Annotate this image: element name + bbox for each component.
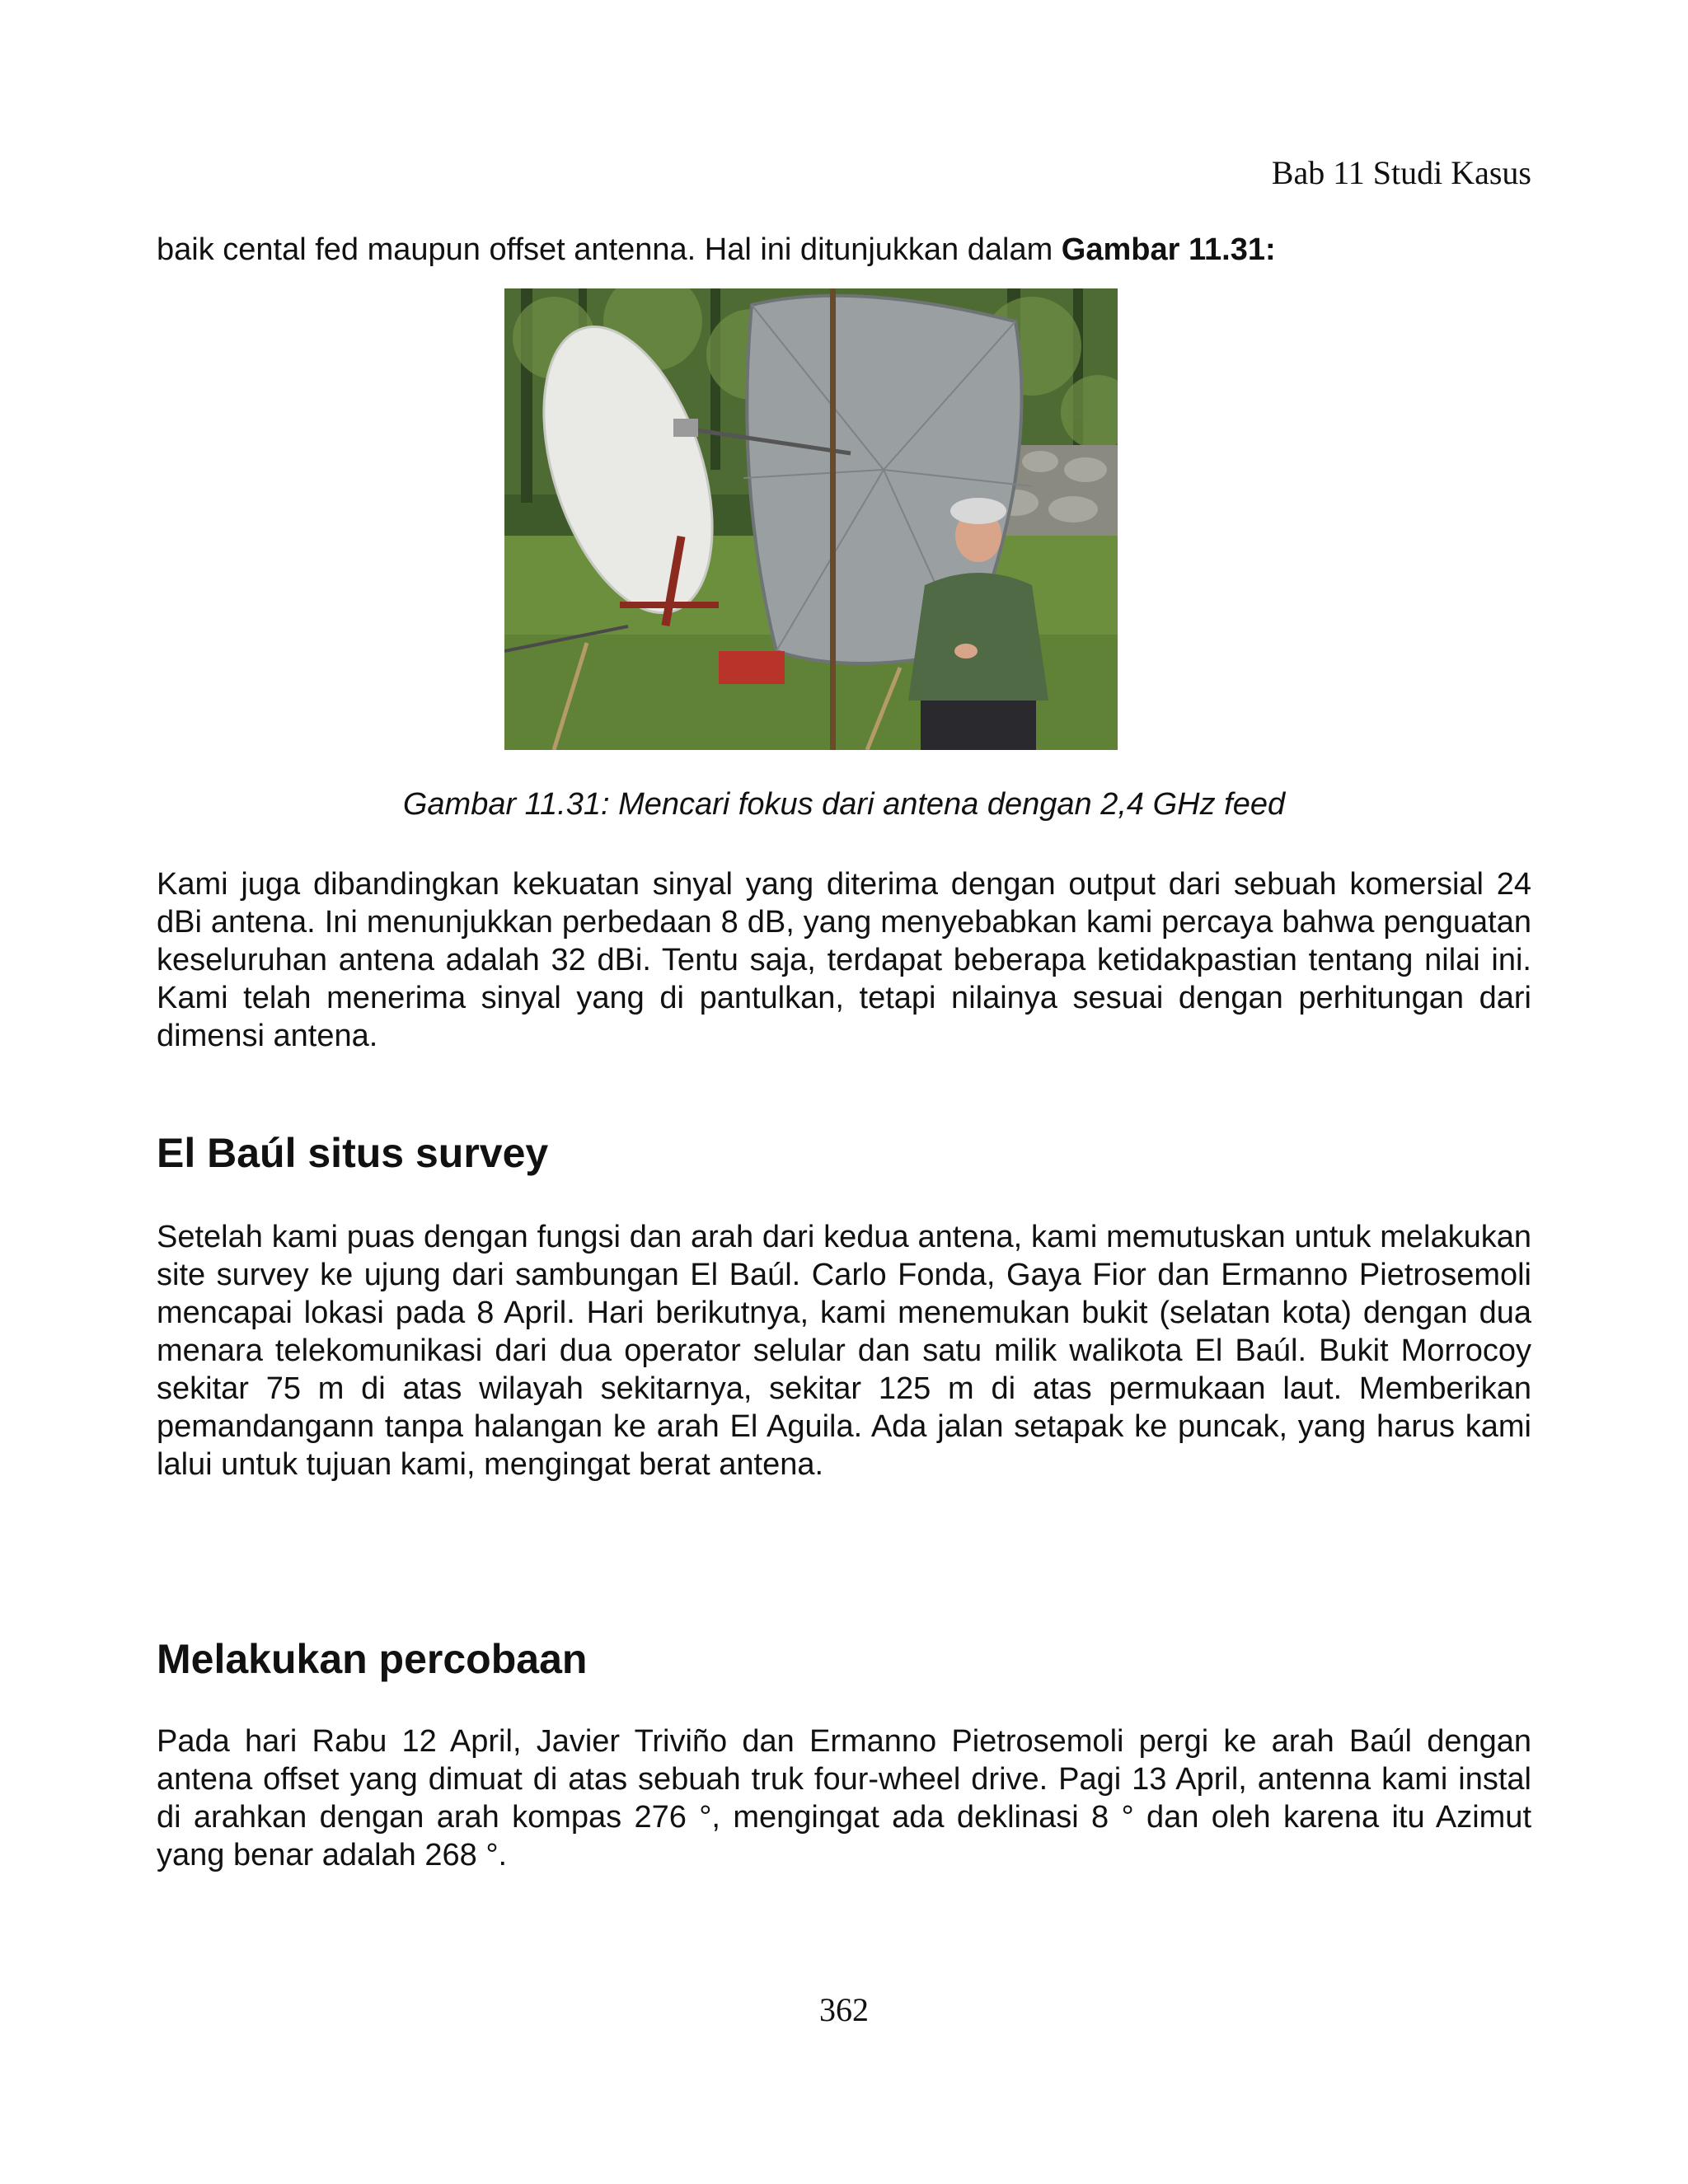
paragraph-signal-comparison: Kami juga dibandingkan kekuatan sinyal yang diterima dengan output dari sebuah komersial 24 dBi antena. Ini menunjukkan perbedaan 8 dB, yang menyebabkan kami percaya bahwa penguatan keseluruhan antena adalah 32 dBi. Tentu saja, terdapat beberapa ketidakpastian tentang nilai ini. Kami telah menerima sinyal yang di pantulkan, tetapi nilainya sesuai dengan perhitungan dari dimensi antena.	[157, 867, 1531, 1053]
intro-text: baik cental fed maupun offset antenna. Hal ini ditunjukkan dalam	[157, 232, 1062, 267]
figure-photo-antennas	[504, 288, 1118, 750]
figure-caption: Gambar 11.31: Mencari fokus dari antena dengan 2,4 GHz feed	[402, 787, 1286, 822]
paragraph-experiment: Pada hari Rabu 12 April, Javier Triviño dan Ermanno Pietrosemoli pergi ke arah Baúl dengan antena offset yang dimuat di atas sebuah truk four-wheel drive. Pagi 13 April, antenna kami instal di arahkan dengan arah kompas 276 °, mengingat ada deklinasi 8 ° dan oleh karena itu Azimut yang benar adalah 268 °.	[157, 1724, 1531, 1872]
intro-paragraph	[157, 231, 1531, 269]
heading-experiment: Melakukan percobaan	[157, 1636, 588, 1682]
paragraph-site-survey: Setelah kami puas dengan fungsi dan arah dari kedua antena, kami memutuskan untuk melakukan site survey ke ujung dari sambungan El Baúl. Carlo Fonda, Gaya Fior dan Ermanno Pietrosemoli mencapai lokasi pada 8 April. Hari berikutnya, kami menemukan bukit (selatan kota) dengan dua menara telekomunikasi dari dua operator selular dan satu milik walikota El Baúl. Bukit Morrocoy sekitar 75 m di atas wilayah sekitarnya, sekitar 125 m di atas permukaan laut. Memberikan pemandangann tanpa halangan ke arah El Aguila. Ada jalan setapak ke puncak, yang harus kami lalui untuk tujuan kami, mengingat berat antena.	[157, 1220, 1531, 1482]
running-header: Bab 11 Studi Kasus	[1271, 154, 1531, 191]
page-number: 362	[819, 1991, 869, 2028]
figure-reference: Gambar 11.31:	[1061, 232, 1276, 267]
antenna-photo	[504, 288, 1118, 750]
heading-site-survey: El Baúl situs survey	[157, 1130, 549, 1176]
